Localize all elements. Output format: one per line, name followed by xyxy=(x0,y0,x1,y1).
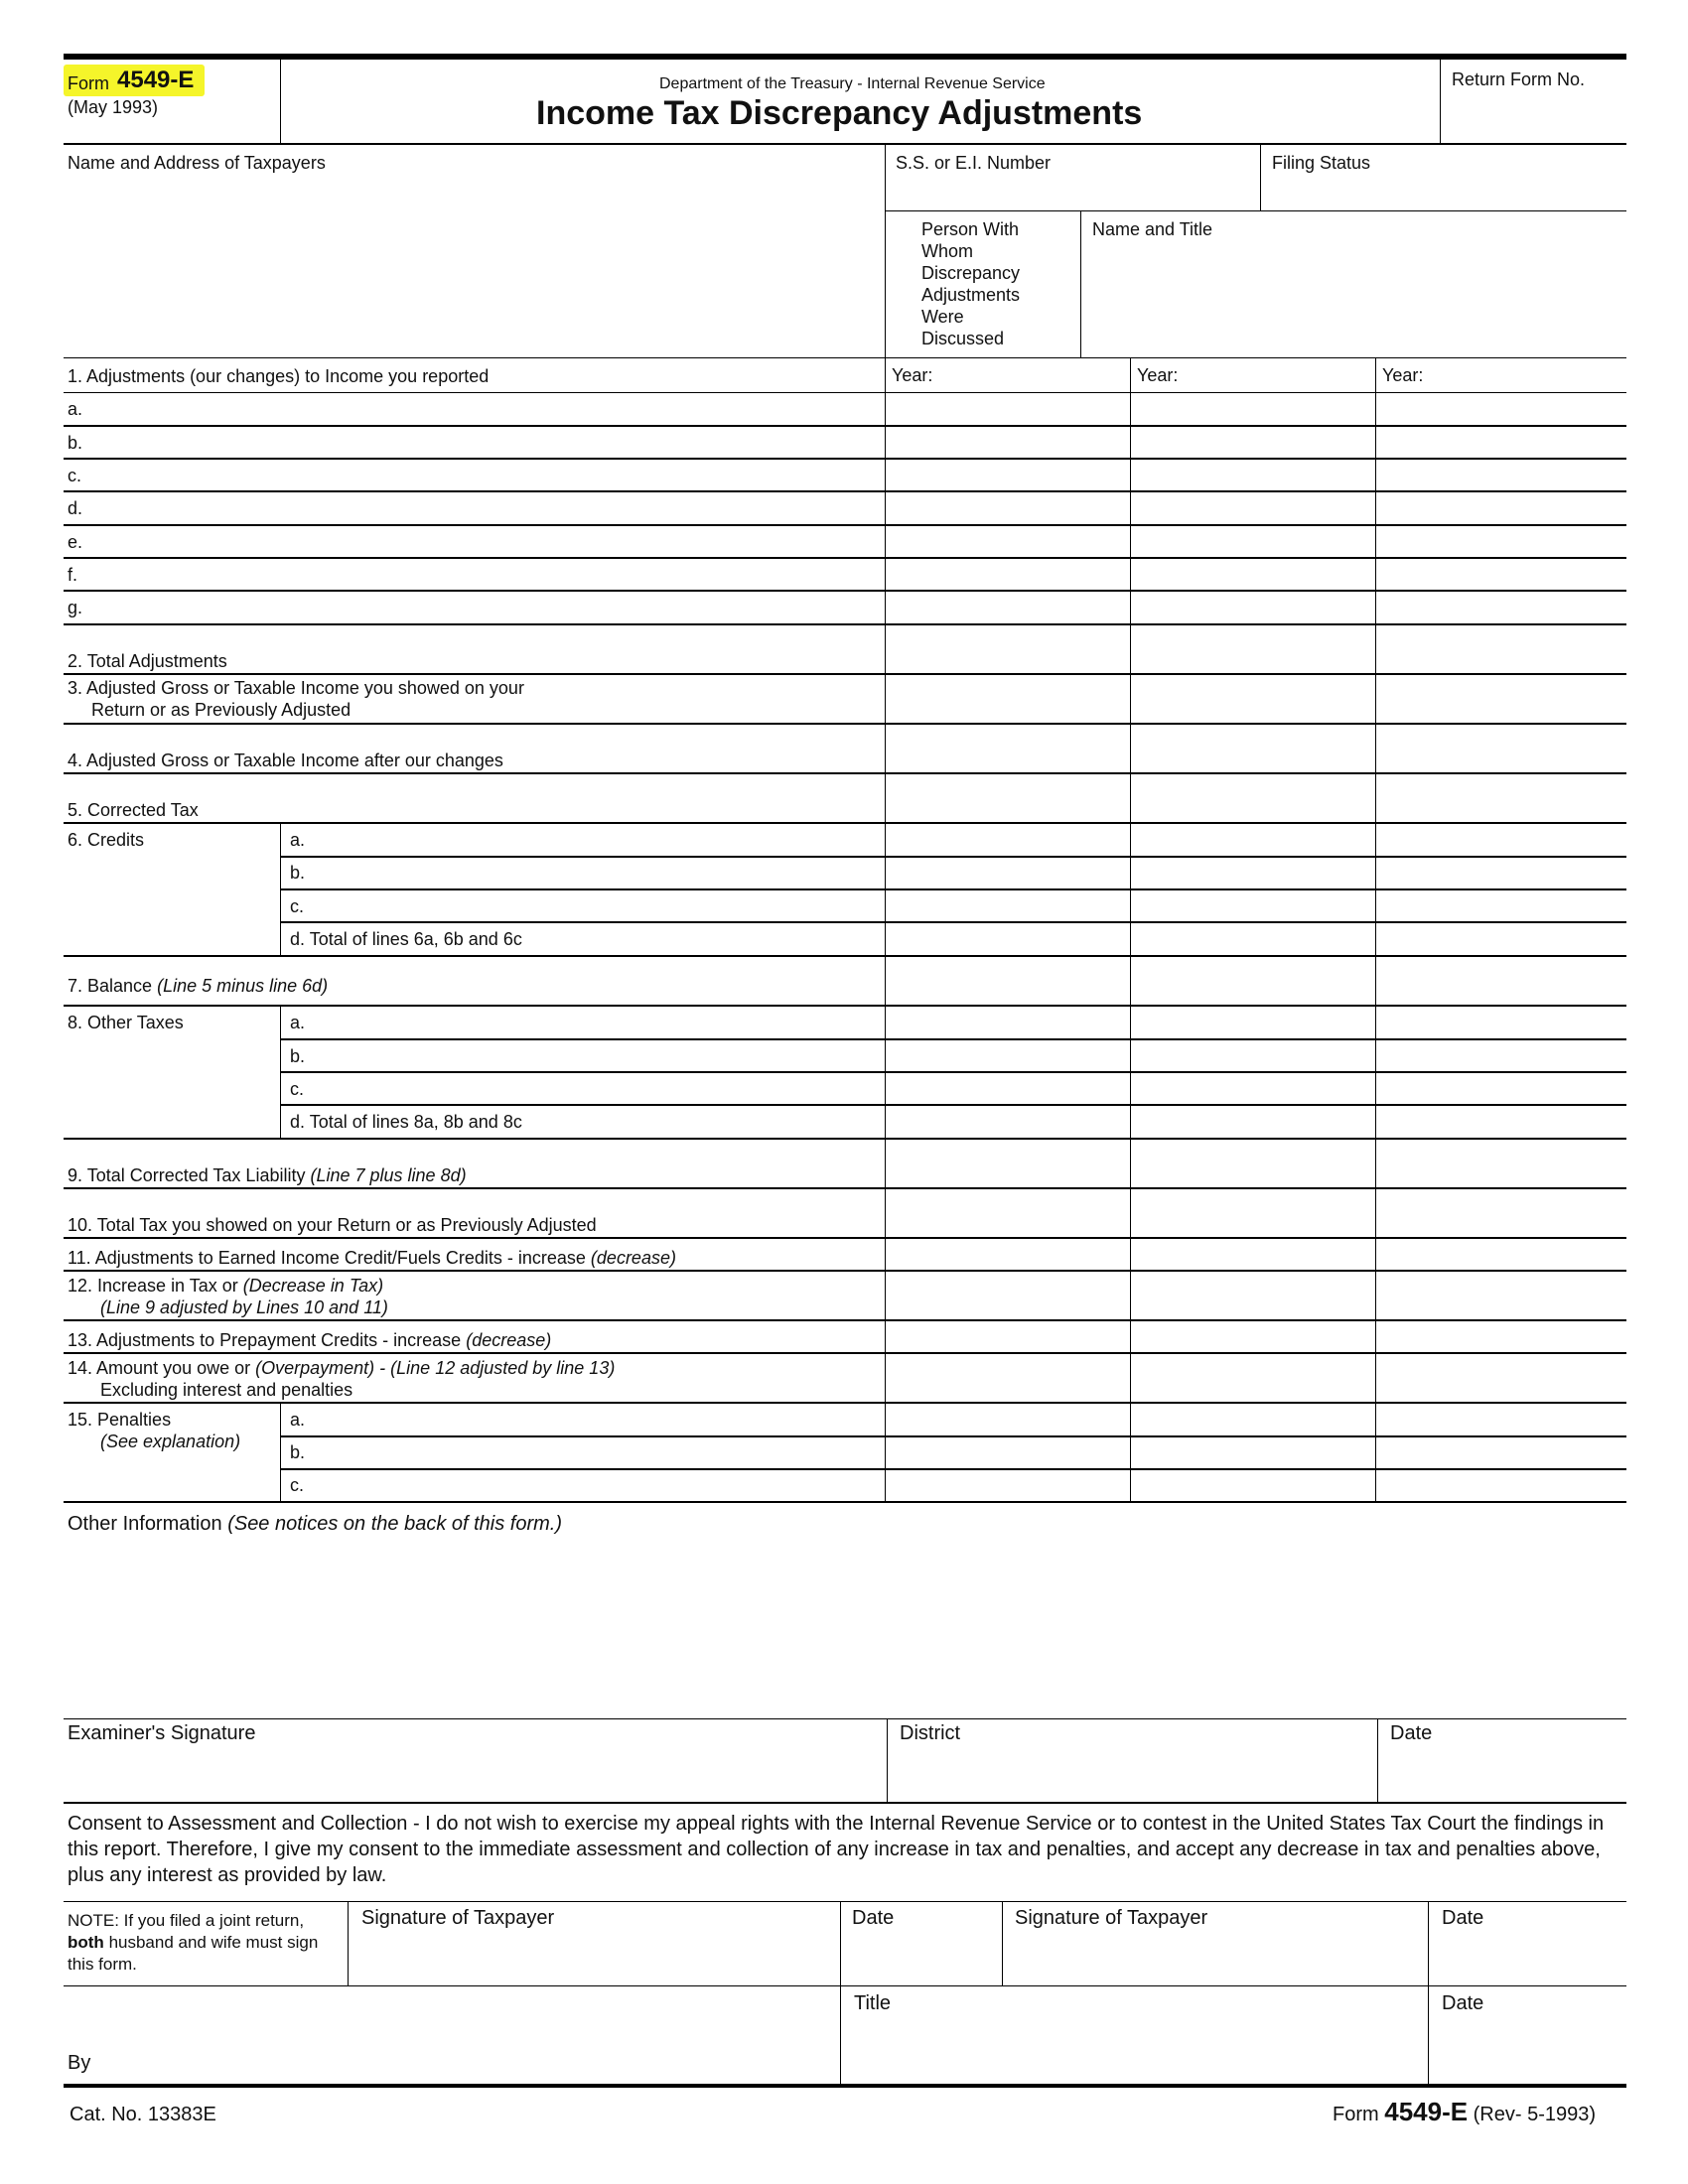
header-bottom-rule xyxy=(64,143,1626,145)
col-divider-3 xyxy=(1375,357,1376,1502)
line15-label-b: (See explanation) xyxy=(100,1432,241,1451)
line6b-label: b. xyxy=(290,863,306,883)
examiner-top-rule xyxy=(64,1718,1626,1719)
row-rule xyxy=(64,1319,1626,1321)
row-rule xyxy=(280,1435,1626,1437)
col-divider-1 xyxy=(885,357,886,1502)
row-rule xyxy=(64,425,1626,427)
person-line-6: Discussed xyxy=(921,329,1005,348)
taxpayer-divider-sig2 xyxy=(1002,1901,1003,1985)
line14-label-b: Excluding interest and penalties xyxy=(100,1380,353,1400)
line14-main: 14. Amount you owe or xyxy=(68,1358,251,1378)
row-rule xyxy=(64,623,1626,625)
form-word: Form xyxy=(68,73,109,93)
other-info-italic: (See notices on the back of this form.) xyxy=(227,1513,563,1535)
form-title: Income Tax Discrepancy Adjustments xyxy=(536,94,1143,132)
line15c-label: c. xyxy=(290,1475,305,1495)
taxpayer-divider-note xyxy=(348,1901,349,1985)
title-date-label: Date xyxy=(1442,1992,1484,2014)
department: Department of the Treasury - Internal Revenue Service xyxy=(659,75,1046,92)
other-info-main: Other Information xyxy=(68,1513,222,1535)
filing-status-label: Filing Status xyxy=(1272,153,1371,173)
line7-italic: (Line 5 minus line 6d) xyxy=(157,976,329,996)
line13-label xyxy=(68,1329,551,1351)
line9-label xyxy=(68,1164,467,1186)
footer-form-word: Form xyxy=(1333,2104,1379,2125)
line1f-label: f. xyxy=(68,565,78,585)
line13-main: 13. Adjustments to Prepayment Credits - increase xyxy=(68,1330,462,1350)
header-divider-right xyxy=(1440,60,1441,143)
taxpayer-mid-rule xyxy=(64,1985,1626,1986)
line15-label: 15. Penalties xyxy=(68,1410,172,1430)
taxpayer-top-rule xyxy=(64,1901,1626,1902)
line2-label: 2. Total Adjustments xyxy=(68,651,227,671)
consent-text: Consent to Assessment and Collection - I do not wish to exercise my appeal rights with the Internal Revenue Service or to contest in the United States Tax Court the findings in this report. Therefore, I give my consent to the immediate assessment and collection of any increase in tax and penalties, and accept any decrease in tax and penalties above, plus any interest as provided by law. xyxy=(68,1813,1605,1886)
line15b-label: b. xyxy=(290,1442,306,1462)
line8a-label: a. xyxy=(290,1013,306,1032)
info-divider-filing xyxy=(1260,145,1261,210)
row-rule xyxy=(64,524,1626,526)
form-number: 4549-E xyxy=(117,67,195,93)
line3-label-a: 3. Adjusted Gross or Taxable Income you showed on your xyxy=(68,678,524,698)
other-info-label xyxy=(68,1512,562,1536)
line4-label: 4. Adjusted Gross or Taxable Income after our changes xyxy=(68,751,503,770)
taxpayer-date-label-2: Date xyxy=(1442,1907,1484,1929)
line3-label-b: Return or as Previously Adjusted xyxy=(91,700,352,720)
line13-italic: (decrease) xyxy=(466,1330,552,1350)
district-label: District xyxy=(900,1722,961,1744)
line6c-label: c. xyxy=(290,896,305,916)
row-rule xyxy=(64,357,1626,358)
line8c-label: c. xyxy=(290,1079,305,1099)
row-rule xyxy=(64,392,885,393)
row-rule xyxy=(64,1005,1626,1007)
footer-rev: (Rev- 5-1993) xyxy=(1473,2104,1597,2125)
line1-label: 1. Adjustments (our changes) to Income you reported xyxy=(68,366,490,386)
person-line-2: Whom xyxy=(921,241,974,261)
note-prefix: NOTE: If you filed a joint return, xyxy=(68,1911,305,1930)
line6a-label: a. xyxy=(290,830,306,850)
line9-main: 9. Total Corrected Tax Liability xyxy=(68,1165,306,1185)
line11-main: 11. Adjustments to Earned Income Credit/Fuels Credits - increase xyxy=(68,1248,586,1268)
row-rule xyxy=(64,590,1626,592)
row-rule xyxy=(64,1237,1626,1239)
line1a-label: a. xyxy=(68,399,83,419)
line1e-label: e. xyxy=(68,532,83,552)
line11-label xyxy=(68,1247,676,1269)
examiner-date-label: Date xyxy=(1390,1722,1433,1744)
line7-label xyxy=(68,975,328,997)
examiner-divider-1 xyxy=(887,1718,888,1803)
line9-italic: (Line 7 plus line 8d) xyxy=(310,1165,467,1185)
info-divider-person xyxy=(1080,210,1081,357)
examiner-divider-2 xyxy=(1377,1718,1378,1803)
row-rule xyxy=(280,921,1626,923)
line1d-label: d. xyxy=(68,498,83,518)
row-rule xyxy=(64,673,1626,675)
title-label: Title xyxy=(854,1992,892,2014)
row-rule xyxy=(64,490,1626,492)
line7-main: 7. Balance xyxy=(68,976,153,996)
row-rule xyxy=(64,1402,1626,1404)
row-rule xyxy=(64,955,1626,957)
footer-form-id xyxy=(1333,2097,1596,2129)
taxpayer-divider-date1 xyxy=(840,1901,841,2085)
line14-label-a xyxy=(68,1357,615,1379)
row-rule xyxy=(64,1501,1626,1503)
line12-label-a xyxy=(68,1275,383,1297)
name-address-label: Name and Address of Taxpayers xyxy=(68,153,326,173)
row-rule xyxy=(64,1138,1626,1140)
line1c-label: c. xyxy=(68,466,82,485)
row-rule xyxy=(64,557,1626,559)
row-rule xyxy=(885,392,1626,393)
row-rule xyxy=(64,772,1626,774)
line8b-label: b. xyxy=(290,1046,306,1066)
header-divider-left xyxy=(280,60,281,143)
row-rule xyxy=(280,1468,1626,1470)
line8d-label: d. Total of lines 8a, 8b and 8c xyxy=(290,1112,522,1132)
taxpayer-signature-label-1: Signature of Taxpayer xyxy=(361,1907,555,1929)
name-title-label: Name and Title xyxy=(1092,219,1213,239)
line6d-label: d. Total of lines 6a, 6b and 6c xyxy=(290,929,522,949)
year-label-3: Year: xyxy=(1382,365,1424,385)
col-divider-2 xyxy=(1130,357,1131,1502)
footer-form-number: 4549-E xyxy=(1384,2097,1469,2126)
year-label-2: Year: xyxy=(1137,365,1179,385)
note-suffix: husband and wife must sign this form. xyxy=(68,1933,319,1974)
row-rule xyxy=(280,888,1626,890)
row-rule xyxy=(280,856,1626,858)
person-line-5: Were xyxy=(921,307,964,327)
taxpayer-divider-date2 xyxy=(1428,1901,1429,2085)
row-rule xyxy=(64,458,1626,460)
catalog-number: Cat. No. 13383E xyxy=(70,2104,216,2125)
info-rule-ssn-bottom xyxy=(885,210,1626,211)
form-date: (May 1993) xyxy=(68,97,159,117)
examiner-bottom-rule xyxy=(64,1802,1626,1804)
top-thick-rule xyxy=(64,54,1626,60)
penalties-sub-divider xyxy=(280,1402,281,1502)
line12-main: 12. Increase in Tax or xyxy=(68,1276,238,1296)
row-rule xyxy=(280,1104,1626,1106)
line10-label: 10. Total Tax you showed on your Return or as Previously Adjusted xyxy=(68,1215,597,1235)
examiner-signature-label: Examiner's Signature xyxy=(68,1722,256,1744)
row-rule xyxy=(64,1270,1626,1272)
note-bold: both xyxy=(68,1933,104,1952)
line1b-label: b. xyxy=(68,433,83,453)
taxpayer-signature-label-2: Signature of Taxpayer xyxy=(1015,1907,1208,1929)
line12-label-b: (Line 9 adjusted by Lines 10 and 11) xyxy=(100,1297,388,1317)
return-form-label: Return Form No. xyxy=(1452,69,1586,89)
person-line-3: Discrepancy xyxy=(921,263,1021,283)
line15a-label: a. xyxy=(290,1410,306,1430)
row-rule xyxy=(64,1187,1626,1189)
row-rule xyxy=(64,1352,1626,1354)
line8-label: 8. Other Taxes xyxy=(68,1013,184,1032)
by-label: By xyxy=(68,2052,91,2074)
line12-italic: (Decrease in Tax) xyxy=(242,1276,384,1296)
row-rule xyxy=(280,1038,1626,1040)
line11-italic: (decrease) xyxy=(590,1248,676,1268)
person-line-4: Adjustments xyxy=(921,285,1021,305)
year-label-1: Year: xyxy=(892,365,933,385)
info-divider-main xyxy=(885,145,886,357)
bottom-thick-rule xyxy=(64,2084,1626,2088)
joint-return-note xyxy=(68,1910,338,1976)
row-rule xyxy=(280,1071,1626,1073)
row-rule xyxy=(64,723,1626,725)
line6-label: 6. Credits xyxy=(68,830,145,850)
line14-italic: (Overpayment) - (Line 12 adjusted by line 13) xyxy=(255,1358,616,1378)
row-rule xyxy=(64,822,1626,824)
taxpayer-date-label-1: Date xyxy=(852,1907,895,1929)
line5-label: 5. Corrected Tax xyxy=(68,800,199,820)
line1g-label: g. xyxy=(68,598,83,617)
person-line-1: Person With xyxy=(921,219,1020,239)
ssn-label: S.S. or E.I. Number xyxy=(896,153,1052,173)
